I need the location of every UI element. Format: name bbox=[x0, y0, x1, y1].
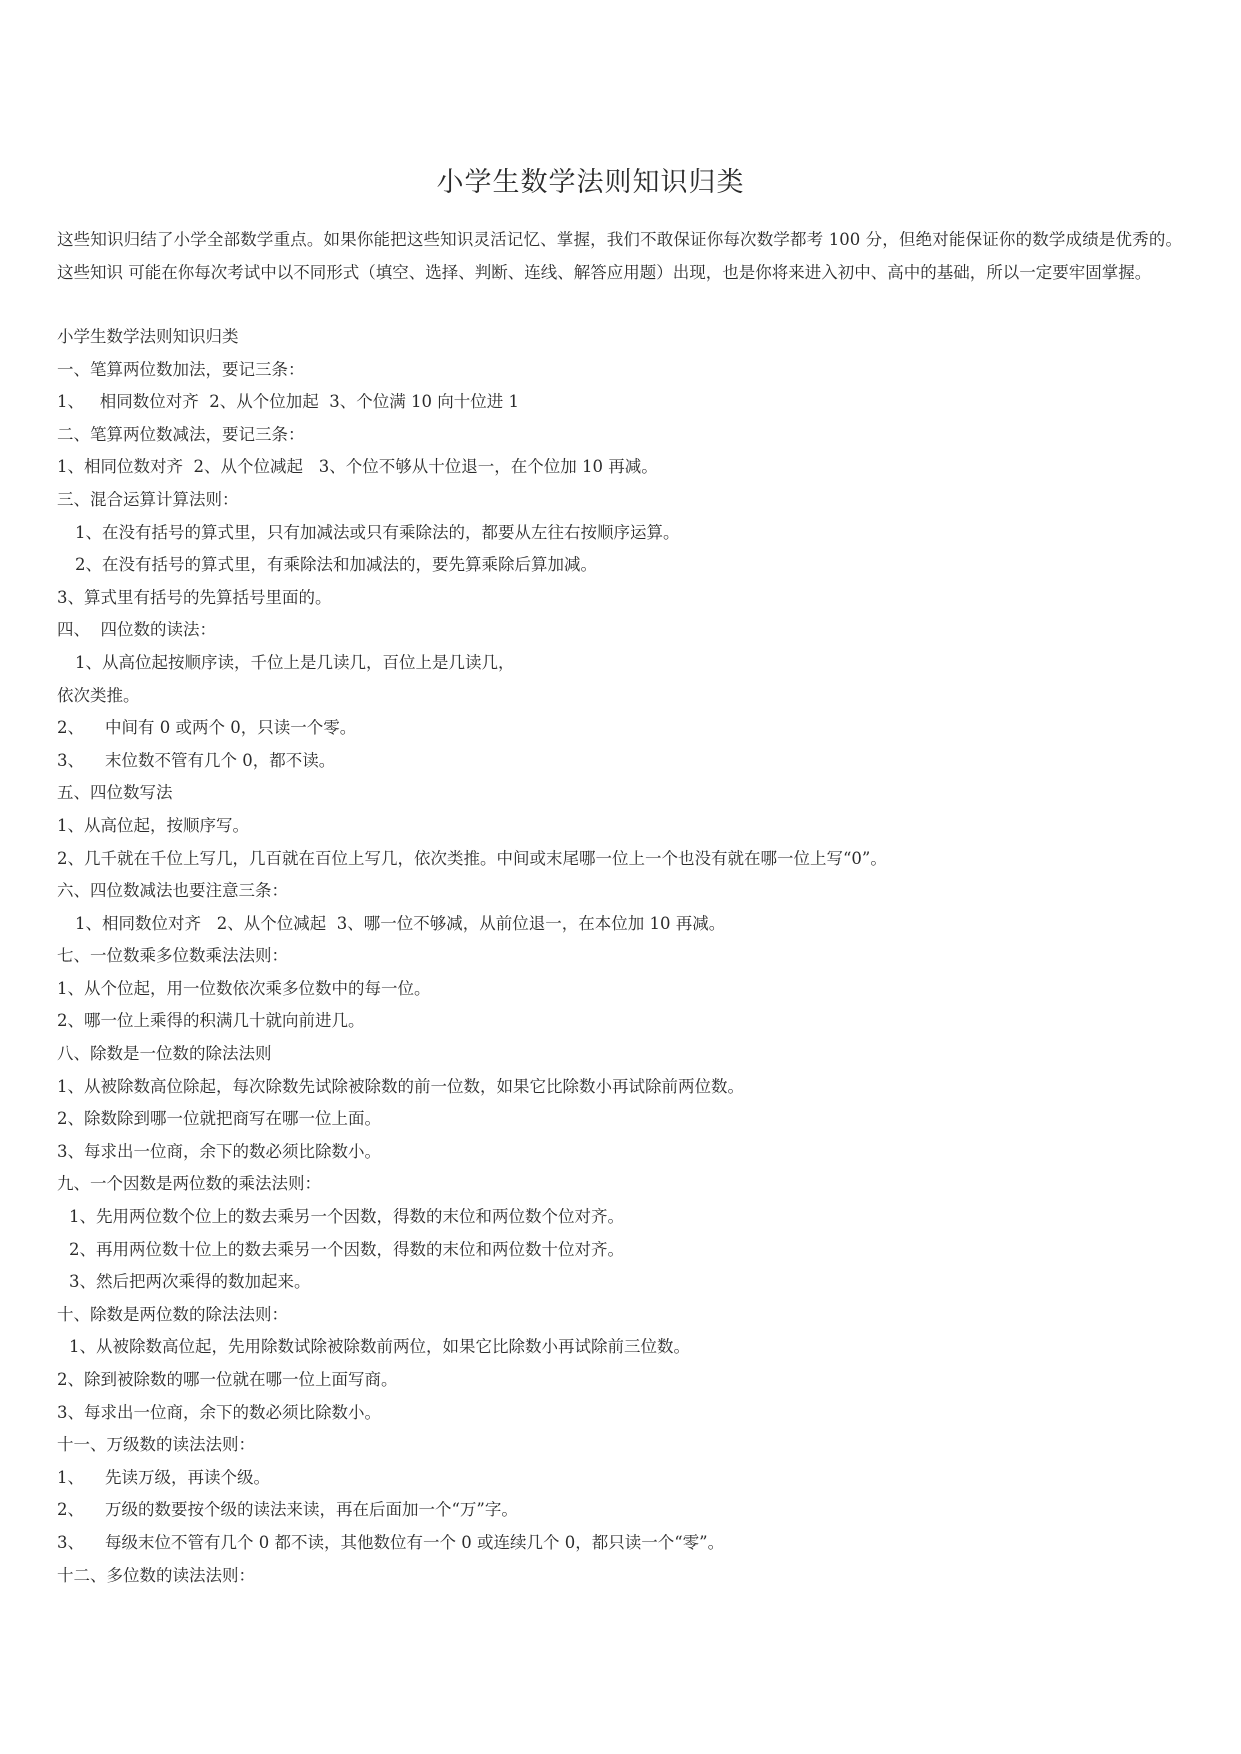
section-heading: 四、 四位数的读法： bbox=[57, 620, 216, 640]
text-line: 小学生数学法则知识归类 bbox=[57, 327, 239, 346]
text-line: 1、先用两位数个位上的数去乘另一个因数，得数的末位和两位数个位对齐。 bbox=[69, 1207, 624, 1227]
text-line: 2、除到被除数的哪一位就在哪一位上面写商。 bbox=[57, 1370, 398, 1389]
section-heading: 十一、万级数的读法法则： bbox=[57, 1435, 255, 1455]
text-line: 1、相同数位对齐 2、从个位减起 3、哪一位不够减，从前位退一，在本位加 10 再减。 bbox=[75, 913, 726, 933]
section-heading: 一、笔算两位数加法，要记三条： bbox=[57, 359, 305, 379]
section-heading: 八、除数是一位数的除法法则 bbox=[57, 1044, 272, 1064]
section-heading: 五、四位数写法 bbox=[57, 783, 173, 803]
text-line: 3、每求出一位商，余下的数必须比除数小。 bbox=[57, 1141, 381, 1161]
section-heading: 十二、多位数的读法法则： bbox=[57, 1565, 255, 1585]
text-line: 2、哪一位上乘得的积满几十就向前进几。 bbox=[57, 1011, 365, 1031]
section-heading: 十、除数是两位数的除法法则： bbox=[57, 1304, 288, 1324]
text-line: 3、每求出一位商，余下的数必须比除数小。 bbox=[57, 1402, 381, 1422]
text-line: 1、从被除数高位除起，每次除数先试除被除数的前一位数，如果它比除数小再试除前两位数。 bbox=[57, 1076, 744, 1096]
text-line: 1、从个位起，用一位数依次乘多位数中的每一位。 bbox=[57, 978, 431, 998]
section-heading: 二、笔算两位数减法，要记三条： bbox=[57, 424, 305, 444]
text-line: 3、 每级末位不管有几个 0 都不读，其他数位有一个 0 或连续几个 0，都只读一个“零”。 bbox=[57, 1532, 725, 1552]
text-line: 2、 万级的数要按个级的读法来读，再在后面加一个“万”字。 bbox=[57, 1500, 518, 1520]
text-line: 3、然后把两次乘得的数加起来。 bbox=[69, 1272, 311, 1292]
text-line: 1、 先读万级，再读个级。 bbox=[57, 1467, 270, 1487]
text-line: 2、几千就在千位上写几，几百就在百位上写几，依次类推。中间或末尾哪一位上一个也没有就在哪一位上写“0”。 bbox=[57, 848, 887, 868]
section-heading: 九、一个因数是两位数的乘法法则： bbox=[57, 1174, 321, 1194]
text-line: 1、在没有括号的算式里，只有加减法或只有乘除法的，都要从左往右按顺序运算。 bbox=[75, 522, 680, 542]
section-heading: 三、混合运算计算法则： bbox=[57, 489, 239, 509]
text-line: 3、算式里有括号的先算括号里面的。 bbox=[57, 587, 332, 607]
text-line: 2、 中间有 0 或两个 0，只读一个零。 bbox=[57, 718, 357, 738]
section-heading: 七、一位数乘多位数乘法法则： bbox=[57, 946, 288, 966]
intro-paragraph: 这些知识归结了小学全部数学重点。如果你能把这些知识灵活记忆、掌握，我们不敢保证你每次数学都考 100 分，但绝对能保证你的数学成绩是优秀的。这些知识 可能在你每次考试中以不同形式（填空、选择、判断、连线、解答应用题）出现，也是你将来进入初中、高中的基础，所以一定要牢固掌握。 bbox=[57, 230, 1182, 282]
text-line: 1、从高位起按顺序读，千位上是几读几，百位上是几读几， bbox=[75, 652, 515, 672]
document-title: 小学生数学法则知识归类 bbox=[436, 167, 745, 198]
text-line: 1、从被除数高位起，先用除数试除被除数前两位，如果它比除数小再试除前三位数。 bbox=[69, 1337, 690, 1357]
text-line: 1、相同位数对齐 2、从个位减起 3、个位不够从十位退一，在个位加 10 再减。 bbox=[57, 457, 658, 477]
text-line: 3、 末位数不管有几个 0，都不读。 bbox=[57, 750, 336, 770]
text-line: 2、在没有括号的算式里，有乘除法和加减法的，要先算乘除后算加减。 bbox=[75, 555, 597, 575]
text-line: 2、除数除到哪一位就把商写在哪一位上面。 bbox=[57, 1109, 381, 1129]
rules-list bbox=[57, 321, 1182, 1592]
text-line: 1、 相同数位对齐 2、从个位加起 3、个位满 10 向十位进 1 bbox=[57, 392, 519, 412]
section-heading: 六、四位数减法也要注意三条： bbox=[57, 881, 288, 901]
text-line: 1、从高位起，按顺序写。 bbox=[57, 815, 249, 835]
text-line: 2、再用两位数十位上的数去乘另一个因数，得数的末位和两位数十位对齐。 bbox=[69, 1239, 624, 1259]
text-line: 依次类推。 bbox=[57, 685, 140, 705]
